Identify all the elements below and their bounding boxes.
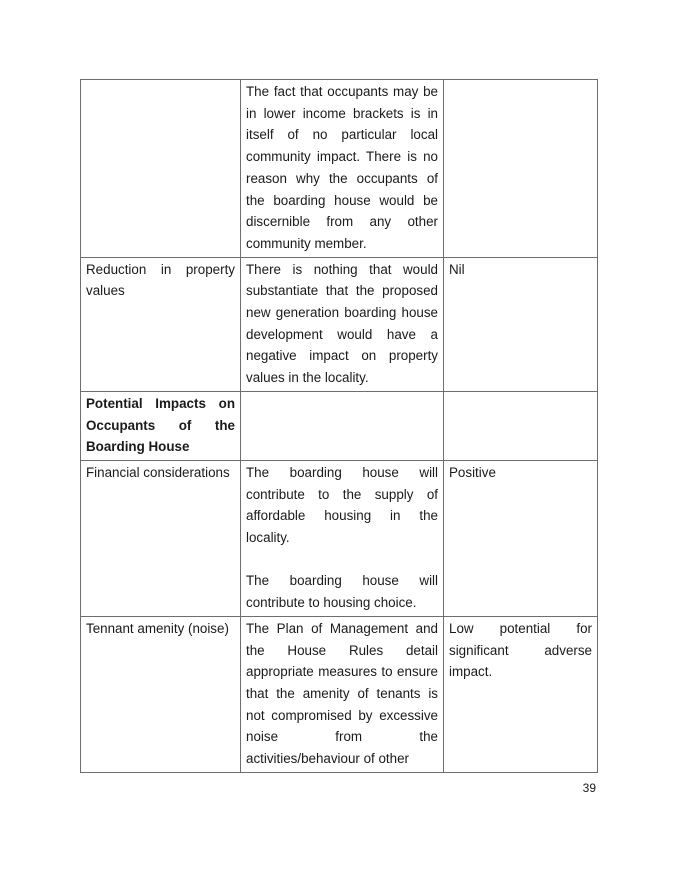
impact-cell: Financial considerations (81, 460, 241, 616)
assessment-cell (241, 80, 444, 258)
assessment-cell (241, 391, 444, 460)
assessment-paragraph: The boarding house will contribute to the supply of affordable housing in the locality. (246, 464, 438, 546)
page-number: 39 (582, 781, 596, 795)
rating-cell: Low potential for significant adverse impact. (444, 616, 598, 772)
rating-cell: Positive (444, 460, 598, 616)
impact-cell (81, 80, 241, 258)
assessment-paragraph: The fact that occupants may be in lower income brackets is in itself of no particular local community impact. There is no reason why the occupants of the boarding house would be discernible from any other community member. (246, 84, 438, 251)
impact-assessment-table (80, 79, 598, 773)
table-row (81, 80, 598, 258)
rating-cell (444, 80, 598, 258)
assessment-paragraph: There is nothing that would substantiate that the proposed new generation boarding house development would have a negative impact on property values in the locality. (246, 261, 438, 386)
table-row-section-heading (81, 391, 598, 460)
table-row (81, 257, 598, 391)
rating-cell (444, 391, 598, 460)
assessment-cell (241, 616, 444, 772)
assessment-cell (241, 257, 444, 391)
rating-cell: Nil (444, 257, 598, 391)
impact-cell: Tennant amenity (noise) (81, 616, 241, 772)
section-heading-cell: Potential Impacts on Occupants of the Boarding House (81, 391, 241, 460)
impact-cell: Reduction in property values (81, 257, 241, 391)
table-row (81, 616, 598, 772)
table-row (81, 460, 598, 616)
assessment-cell (241, 460, 444, 616)
assessment-paragraph: The boarding house will contribute to housing choice. (246, 573, 438, 611)
assessment-paragraph: The Plan of Management and the House Rules detail appropriate measures to ensure that the amenity of tenants is not compromised by excessive noise from the activities/behaviour of other (246, 620, 438, 767)
